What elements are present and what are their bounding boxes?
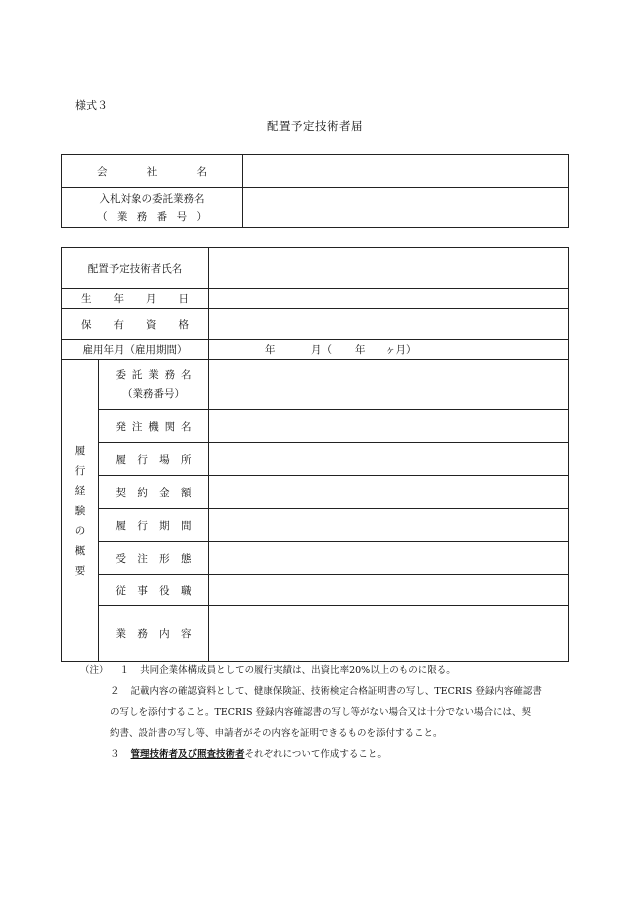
exp-location-label: 履 行 場 所 xyxy=(99,443,209,476)
exp-content-field[interactable] xyxy=(209,606,569,662)
experience-summary-label: 履 行 経 験 の 概 要 xyxy=(62,360,99,662)
birthdate-field[interactable] xyxy=(209,289,569,309)
company-name-field[interactable] xyxy=(243,155,569,188)
note-2-cont-1: の写しを添付すること。TECRIS 登録内容確認書の写し等がない場合又は十分でない場合には、契 xyxy=(110,707,531,718)
page-title: 配置予定技術者届 xyxy=(267,119,363,133)
exp-order-type-label: 受 注 形 態 xyxy=(99,542,209,575)
exp-content-label: 業 務 内 容 xyxy=(99,606,209,662)
exp-client-label: 発 注 機 関 名 xyxy=(99,410,209,443)
exp-period-label: 履 行 期 間 xyxy=(99,509,209,542)
exp-service-name-label: 委 託 業 務 名 （業務番号） xyxy=(99,360,209,410)
exp-role-field[interactable] xyxy=(209,575,569,606)
exp-location-field[interactable] xyxy=(209,443,569,476)
company-table xyxy=(61,154,569,228)
note-1: （注） １ 共同企業体構成員としての履行実績は、出資比率20%以上のものに限る。 xyxy=(80,665,456,676)
exp-period-field[interactable] xyxy=(209,509,569,542)
engineer-table xyxy=(61,247,569,662)
employment-field[interactable]: 年 月（ 年 ヶ月） xyxy=(209,340,569,360)
qualification-label: 保 有 資 格 xyxy=(62,309,209,340)
employment-label: 雇用年月（雇用期間） xyxy=(62,340,209,360)
form-number: 様式３ xyxy=(75,99,108,112)
service-name-label xyxy=(62,188,243,228)
service-name-field[interactable] xyxy=(243,188,569,228)
note-2-cont-2: 約書、設計書の写し等、申請者がその内容を証明できるものを添付すること。 xyxy=(110,728,443,739)
service-name-label-main: 入札対象の委託業務名 xyxy=(99,192,205,205)
note-2: ２ 記載内容の確認資料として、健康保険証、技術検定合格証明書の写し、TECRIS 登録内容確認書 xyxy=(110,686,542,697)
company-name-label: 会 社 名 xyxy=(62,155,243,188)
engineer-name-field[interactable] xyxy=(209,248,569,289)
exp-order-type-field[interactable] xyxy=(209,542,569,575)
exp-role-label: 従 事 役 職 xyxy=(99,575,209,606)
exp-client-field[interactable] xyxy=(209,410,569,443)
exp-amount-label: 契 約 金 額 xyxy=(99,476,209,509)
birthdate-label: 生 年 月 日 xyxy=(62,289,209,309)
exp-service-number-label: （業務番号） xyxy=(122,387,185,400)
note-3: ３ 管理技術者及び照査技術者それぞれについて作成すること。 xyxy=(110,749,387,760)
qualification-field[interactable] xyxy=(209,309,569,340)
engineer-name-label: 配置予定技術者氏名 xyxy=(62,248,209,289)
exp-amount-field[interactable] xyxy=(209,476,569,509)
service-number-label: （ 業 務 番 号 ） xyxy=(97,210,207,223)
notes xyxy=(80,660,580,765)
exp-service-name-field[interactable] xyxy=(209,360,569,410)
